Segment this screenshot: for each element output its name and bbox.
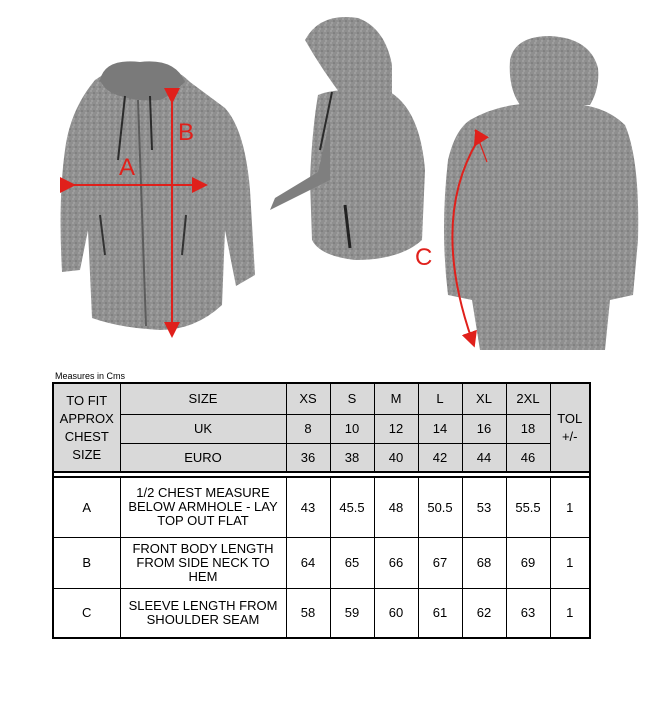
front-view-hoodie <box>61 61 255 330</box>
table-row <box>53 588 590 638</box>
uk-cell: 10 <box>330 414 374 443</box>
front-body <box>61 67 255 331</box>
tol-text: TOL +/- <box>557 410 583 444</box>
row-code: A <box>53 477 120 537</box>
header-row-size <box>53 383 590 414</box>
value-cell: 50.5 <box>418 477 462 537</box>
value-cell: 62 <box>462 588 506 638</box>
row-description: SLEEVE LENGTH FROM SHOULDER SEAM <box>120 588 286 638</box>
back-body <box>444 103 638 350</box>
header-label: SIZE <box>120 383 286 414</box>
row-description: 1/2 CHEST MEASURE BELOW ARMHOLE - LAY TOP OUT FLAT <box>120 477 286 537</box>
tol-cell: 1 <box>550 588 590 638</box>
euro-cell: 40 <box>374 443 418 472</box>
value-cell: 64 <box>286 537 330 588</box>
value-cell: 61 <box>418 588 462 638</box>
header-row-uk <box>53 414 590 443</box>
value-cell: 55.5 <box>506 477 550 537</box>
uk-cell: 18 <box>506 414 550 443</box>
size-cell: XS <box>286 383 330 414</box>
side-hood <box>305 17 392 100</box>
tol-label <box>550 383 590 472</box>
value-cell: 58 <box>286 588 330 638</box>
size-cell: L <box>418 383 462 414</box>
size-cell: M <box>374 383 418 414</box>
value-cell: 68 <box>462 537 506 588</box>
value-cell: 53 <box>462 477 506 537</box>
value-cell: 63 <box>506 588 550 638</box>
header-row-euro <box>53 443 590 472</box>
euro-cell: 38 <box>330 443 374 472</box>
units-caption: Measures in Cms <box>55 371 126 381</box>
back-hood <box>510 36 599 105</box>
uk-cell: 8 <box>286 414 330 443</box>
value-cell: 67 <box>418 537 462 588</box>
tol-cell: 1 <box>550 537 590 588</box>
uk-cell: 12 <box>374 414 418 443</box>
table-row <box>53 477 590 537</box>
euro-cell: 46 <box>506 443 550 472</box>
side-view-hoodie <box>270 17 425 260</box>
measure-c-label: C <box>415 244 433 271</box>
back-view-hoodie <box>415 36 638 350</box>
value-cell: 43 <box>286 477 330 537</box>
table-row <box>53 537 590 588</box>
row-description: FRONT BODY LENGTH FROM SIDE NECK TO HEM <box>120 537 286 588</box>
fit-label: TO FIT APPROX CHEST SIZE <box>53 383 120 472</box>
value-cell: 69 <box>506 537 550 588</box>
euro-cell: 36 <box>286 443 330 472</box>
value-cell: 65 <box>330 537 374 588</box>
euro-cell: 44 <box>462 443 506 472</box>
uk-cell: 14 <box>418 414 462 443</box>
tol-cell: 1 <box>550 477 590 537</box>
value-cell: 45.5 <box>330 477 374 537</box>
value-cell: 48 <box>374 477 418 537</box>
value-cell: 60 <box>374 588 418 638</box>
size-cell: S <box>330 383 374 414</box>
header-label: EURO <box>120 443 286 472</box>
row-code: B <box>53 537 120 588</box>
size-cell: XL <box>462 383 506 414</box>
size-chart-table <box>52 382 591 639</box>
euro-cell: 42 <box>418 443 462 472</box>
uk-cell: 16 <box>462 414 506 443</box>
header-label: UK <box>120 414 286 443</box>
size-cell: 2XL <box>506 383 550 414</box>
value-cell: 59 <box>330 588 374 638</box>
measure-b-label: B <box>178 119 195 146</box>
value-cell: 66 <box>374 537 418 588</box>
measure-a-label: A <box>119 154 136 181</box>
row-code: C <box>53 588 120 638</box>
